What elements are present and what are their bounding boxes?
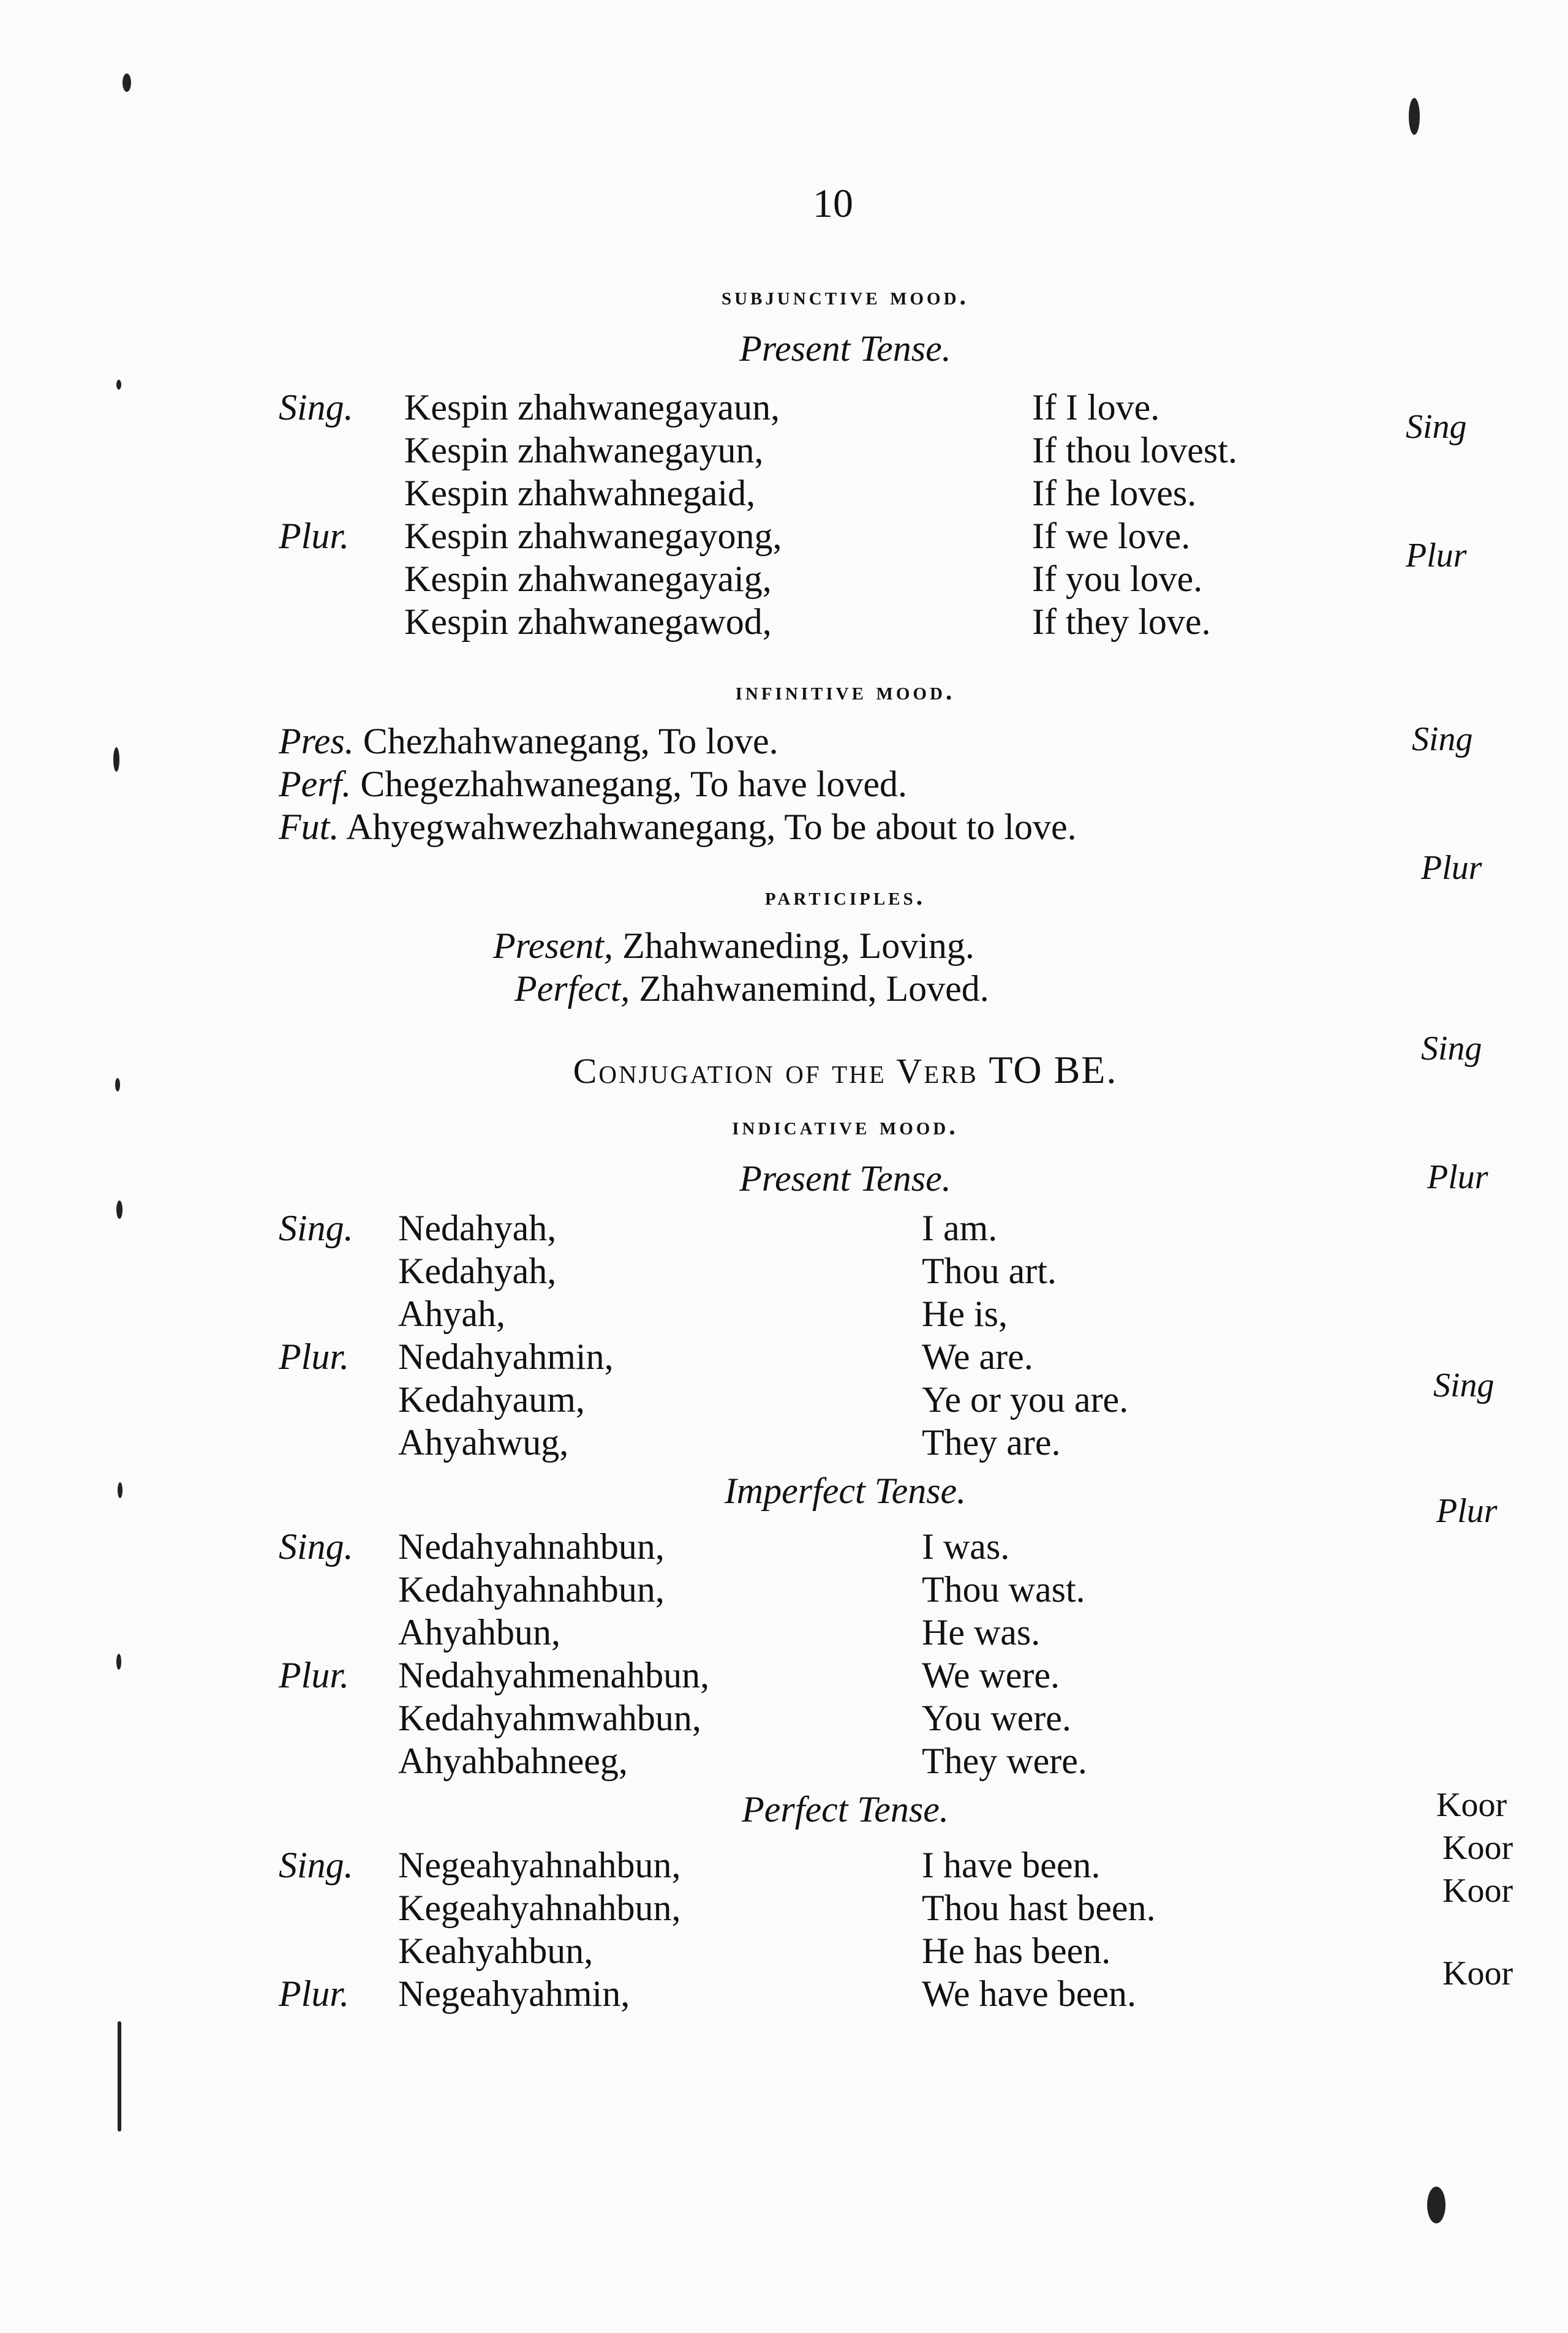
row-word: Kedahyaum, [398,1379,585,1420]
row-label: Plur. [279,516,350,556]
row-meaning: If they love. [1032,601,1211,642]
row-text: Ahyegwahwezhahwanegang, To be about to love. [346,807,1077,847]
infinitive-row [279,763,907,805]
row-meaning: If he loves. [1032,473,1197,513]
row-text: Zhahwaneding, Loving. [622,925,974,966]
infinitive-row [279,720,778,763]
row-meaning: I have been. [922,1845,1101,1885]
row-meaning: You were. [922,1698,1071,1738]
margin-word: Sing [1412,720,1473,758]
row-text: Zhahwanemind, Loved. [639,968,989,1009]
row-label: Perfect, [514,968,630,1009]
row-meaning: They were. [922,1741,1087,1781]
participle-row [514,968,989,1010]
margin-word: Koor [1442,1872,1513,1910]
row-word: Kegeahyahnahbun, [398,1888,681,1928]
row-word: Kedahyahnahbun, [398,1569,665,1610]
row-meaning: If thou lovest. [1032,430,1237,470]
indicative-imperfect-tense: Imperfect Tense. [724,1471,967,1511]
row-meaning: Ye or you are. [922,1379,1129,1420]
row-word: Nedahyahmin, [398,1336,614,1377]
margin-word: Plur [1421,849,1482,887]
row-meaning: We were. [922,1655,1060,1695]
row-word: Kespin zhahwanegayaig, [404,559,772,599]
row-word: Kedahyah, [398,1251,557,1291]
row-word: Negeahyahmin, [398,1973,630,2014]
row-meaning: He has been. [922,1931,1111,1971]
row-text: Chezhahwanegang, To love. [363,721,778,761]
margin-word: Koor [1442,1829,1513,1867]
row-label: Present, [493,925,614,966]
margin-word: Koor [1442,1954,1513,1992]
row-word: Ahyahwug, [398,1422,569,1463]
row-label: Sing. [279,387,353,428]
row-word: Kespin zhahwanegawod, [404,601,772,642]
row-meaning: Thou hast been. [922,1888,1156,1928]
participles-heading: participles. [764,883,926,911]
row-word: Nedahyah, [398,1208,557,1248]
row-text: Chegezhahwanegang, To have loved. [360,764,908,804]
row-word: Ahyah, [398,1294,505,1334]
row-word: Kespin zhahwahnegaid, [404,473,756,513]
row-meaning: If you love. [1032,559,1203,599]
indicative-perfect-tense: Perfect Tense. [742,1789,949,1830]
row-label: Plur. [279,1336,350,1377]
margin-word: Plur [1436,1492,1498,1530]
subjunctive-present-tense: Present Tense. [739,328,951,369]
row-word: Keahyahbun, [398,1931,594,1971]
row-word: Nedahyahnahbun, [398,1526,665,1567]
margin-word: Sing [1406,408,1467,446]
margin-word: Koor [1436,1786,1507,1824]
row-label: Pres. [279,721,354,761]
row-label: Plur. [279,1973,350,2014]
infinitive-heading: infinitive mood. [735,677,956,706]
infinitive-row [279,805,1077,848]
row-meaning: He is, [922,1294,1008,1334]
row-word: Ahyahbahneeg, [398,1741,628,1781]
row-word: Kespin zhahwanegayaun, [404,387,780,428]
row-label: Sing. [279,1208,353,1248]
row-word: Kespin zhahwanegayong, [404,516,782,556]
row-meaning: If I love. [1032,387,1160,428]
margin-word: Sing [1433,1366,1494,1404]
row-meaning: If we love. [1032,516,1191,556]
conjugation-verb: TO BE. [989,1048,1118,1091]
page-number: 10 [813,181,853,226]
row-word: Negeahyahnahbun, [398,1845,681,1885]
row-meaning: We have been. [922,1973,1136,2014]
row-meaning: I was. [922,1526,1010,1567]
indicative-heading: indicative mood. [732,1112,959,1140]
margin-word: Plur [1427,1158,1488,1196]
table-row [279,386,353,429]
row-meaning: He was. [922,1612,1041,1653]
row-word: Nedahyahmenahbun, [398,1655,710,1695]
conjugation-prefix: Conjugation of the Verb [573,1051,978,1091]
row-meaning: I am. [922,1208,998,1248]
row-meaning: Thou art. [922,1251,1057,1291]
row-word: Kedahyahmwahbun, [398,1698,701,1738]
row-label: Sing. [279,1526,353,1567]
row-word: Kespin zhahwanegayun, [404,430,764,470]
participle-row [493,925,974,967]
row-meaning: They are. [922,1422,1061,1463]
indicative-present-tense: Present Tense. [739,1158,951,1199]
row-label: Sing. [279,1845,353,1885]
margin-word: Plur [1406,537,1467,575]
row-word: Ahyahbun, [398,1612,560,1653]
subjunctive-heading: subjunctive mood. [721,282,970,311]
row-meaning: We are. [922,1336,1033,1377]
row-label: Perf. [279,764,352,804]
row-meaning: Thou wast. [922,1569,1085,1610]
row-label: Plur. [279,1655,350,1695]
row-label: Fut. [279,807,339,847]
margin-word: Sing [1421,1030,1482,1068]
conjugation-title [0,1047,1568,1093]
